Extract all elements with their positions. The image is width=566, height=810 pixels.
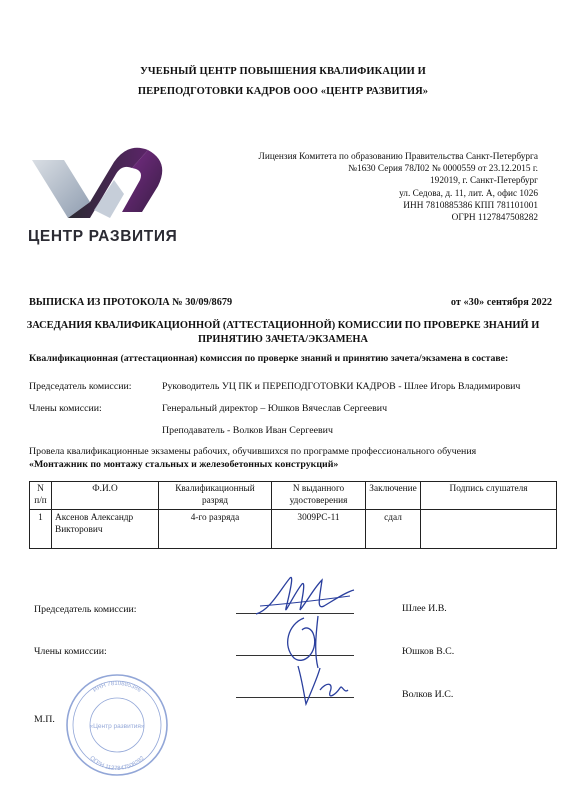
table-header-row	[30, 482, 557, 510]
protocol-subject-line1: ЗАСЕДАНИЯ КВАЛИФИКАЦИОННОЙ (АТТЕСТАЦИОННОЙ) КОМИССИИ ПО ПРОВЕРКЕ ЗНАНИЙ И	[26, 320, 540, 331]
cell-conclusion: сдал	[366, 510, 421, 549]
cell-grade: 4-го разряда	[159, 510, 272, 549]
sign-chair-label: Председатель комиссии:	[34, 604, 137, 615]
commission-composition: Квалификационная (аттестационная) комиссия по проверке знаний и принятию зачета/экзамена в составе:	[29, 353, 509, 364]
cell-signature	[421, 510, 557, 549]
stamp-bottom-text: ОГРН 1127847508282	[88, 755, 146, 773]
chair-value: Руководитель УЦ ПК и ПЕРЕПОДГОТОВКИ КАДРОВ - Шлее Игорь Владимирович	[162, 381, 521, 392]
protocol-title: ВЫПИСКА ИЗ ПРОТОКОЛА № 30/09/8679	[29, 297, 233, 308]
protocol-subject-line2: ПРИНЯТИЮ ЗАЧЕТА/ЭКЗАМЕНА	[197, 334, 369, 345]
stamp-top-text: ИНН 7810885386	[92, 680, 142, 694]
license-line: Лицензия Комитета по образованию Правительства Санкт-Петербурга	[258, 152, 538, 162]
signature-member2	[290, 660, 360, 710]
header-conclusion: Заключение	[366, 482, 421, 510]
table-row	[30, 510, 557, 549]
license-line: ИНН 7810885386 КПП 781101001	[403, 200, 538, 211]
license-line: 192019, г. Санкт-Петербург	[430, 176, 538, 187]
stamp-center-text: «Центр развития»	[89, 723, 145, 730]
svg-text:ОГРН 1127847508282	[88, 755, 146, 772]
sign-member2-name: Волков И.С.	[402, 689, 454, 700]
program-line2: «Монтажник по монтажу стальных и железобетонных конструкций»	[29, 459, 339, 470]
members-label: Члены комиссии:	[29, 403, 102, 414]
license-block	[238, 151, 538, 224]
header-name: Ф.И.О	[52, 482, 159, 510]
sign-members-label: Члены комиссии:	[34, 646, 107, 657]
license-line: №1630 Серия 78Л02 № 0000559 от 23.12.2015 г.	[348, 164, 538, 175]
protocol-date: от «30» сентября 2022	[450, 297, 552, 308]
sign-chair-name: Шлее И.В.	[402, 603, 447, 614]
sign-member1-name: Юшков В.С.	[402, 646, 455, 657]
logo-text: ЦЕНТР РАЗВИТИЯ	[28, 228, 178, 245]
cell-number: 1	[30, 510, 52, 549]
member1-value: Генеральный директор – Юшков Вячеслав Сергеевич	[162, 403, 388, 414]
org-header-line1: УЧЕБНЫЙ ЦЕНТР ПОВЫШЕНИЯ КВАЛИФИКАЦИИ И	[140, 66, 426, 77]
org-header-line2: ПЕРЕПОДГОТОВКИ КАДРОВ ООО «ЦЕНТР РАЗВИТИЯ»	[137, 86, 429, 97]
seal-label: М.П.	[34, 714, 55, 725]
logo-mark-icon	[24, 140, 174, 220]
program-line1: Провела квалификационные экзамены рабочих, обучившихся по программе профессионального обучения	[29, 446, 477, 457]
license-line: ул. Седова, д. 11, лит. А, офис 1026	[399, 188, 538, 199]
chair-label: Председатель комиссии:	[29, 381, 132, 392]
header-grade: Квалификационный разряд	[159, 482, 272, 510]
header-certificate: N выданного удостоверения	[272, 482, 366, 510]
header-signature: Подпись слушателя	[421, 482, 557, 510]
cell-certificate: 3009РС-11	[272, 510, 366, 549]
license-line: ОГРН 1127847508282	[451, 213, 538, 224]
svg-text:ИНН 7810885386	[92, 681, 142, 694]
member2-value: Преподаватель - Волков Иван Сергеевич	[162, 425, 333, 436]
header-number: N п/п	[30, 482, 52, 510]
stamp-seal	[62, 670, 172, 780]
cell-name: Аксенов Александр Викторович	[52, 510, 159, 549]
results-table	[29, 481, 557, 549]
